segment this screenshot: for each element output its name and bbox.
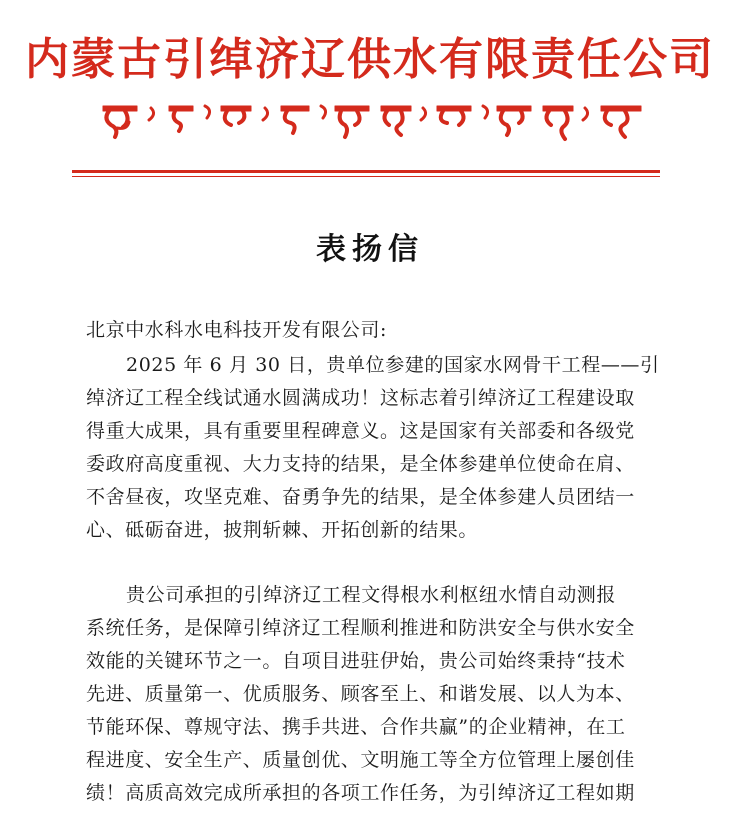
mongolian-word-6: [381, 106, 411, 135]
mongolian-word-7: [437, 106, 471, 125]
mongolian-word-2: [169, 106, 193, 131]
mongolian-mark-7: [583, 108, 588, 120]
mongolian-word-3: [221, 106, 251, 125]
mongolian-word-8: [497, 106, 531, 135]
mongolian-word-4: [281, 106, 309, 133]
mongolian-word-10: [601, 106, 641, 137]
paragraph-1-line: 得重大成果，具有重要里程碑意义。这是国家有关部委和各级党: [86, 420, 635, 442]
mongolian-mark-1: [149, 108, 154, 120]
paragraph-2: [86, 579, 666, 810]
paragraph-2-line: 贵公司承担的引绰济辽工程文得根水利枢纽水情自动测报: [126, 584, 617, 606]
mongolian-script-letterhead: [95, 96, 655, 156]
paragraph-2-line: 系统任务，是保障引绰济辽工程顺利推进和防洪安全与供水安全: [86, 617, 635, 639]
paragraph-2-line: 绩！高质高效完成所承担的各项工作任务，为引绰济辽工程如期: [86, 782, 635, 804]
paragraph-2-line: 效能的关键环节之一。自项目进驻伊始，贵公司始终秉持“技术: [86, 650, 626, 672]
paragraph-1-line: 绰济辽工程全线试通水圆满成功！这标志着引绰济辽工程建设取: [86, 387, 635, 409]
mongolian-word-9: [543, 106, 573, 139]
paragraph-2-line: 先进、质量第一、优质服务、顾客至上、和谐发展、以人为本、: [86, 683, 635, 705]
mongolian-mark-5: [421, 108, 426, 120]
paragraph-2-line: 节能环保、尊规守法、携手共进、合作共赢”的企业精神，在工: [86, 716, 626, 738]
letterhead-divider-thick: [72, 170, 660, 173]
letterhead-divider-thin: [72, 176, 660, 177]
mongolian-mark-3: [263, 108, 268, 120]
salutation: 北京中水科水电科技开发有限公司:: [86, 319, 388, 341]
paragraph-1-line: 2025 年 6 月 30 日，贵单位参建的国家水网骨干工程——引: [126, 354, 660, 376]
paragraph-1-line: 委政府高度重视、大力支持的结果，是全体参建单位使命在肩、: [86, 453, 635, 475]
paragraph-2-line: 程进度、安全生产、质量创优、文明施工等全方位管理上屡创佳: [86, 749, 635, 771]
letterhead-company-name: 内蒙古引绰济辽供水有限责任公司: [25, 34, 715, 85]
mongolian-word-1: [103, 106, 137, 137]
mongolian-mark-6: [483, 106, 488, 118]
paragraph-1: [86, 349, 666, 547]
paragraph-1-line: 不舍昼夜，攻坚克难、奋勇争先的结果，是全体参建人员团结一: [86, 486, 635, 508]
mongolian-mark-2: [205, 106, 210, 118]
paragraph-1-line: 心、砥砺奋进，披荆斩棘、开拓创新的结果。: [86, 519, 479, 541]
mongolian-word-5: [335, 106, 369, 137]
salutation-block: [86, 314, 666, 347]
document-title: 表扬信: [316, 232, 424, 267]
mongolian-mark-4: [321, 106, 326, 118]
